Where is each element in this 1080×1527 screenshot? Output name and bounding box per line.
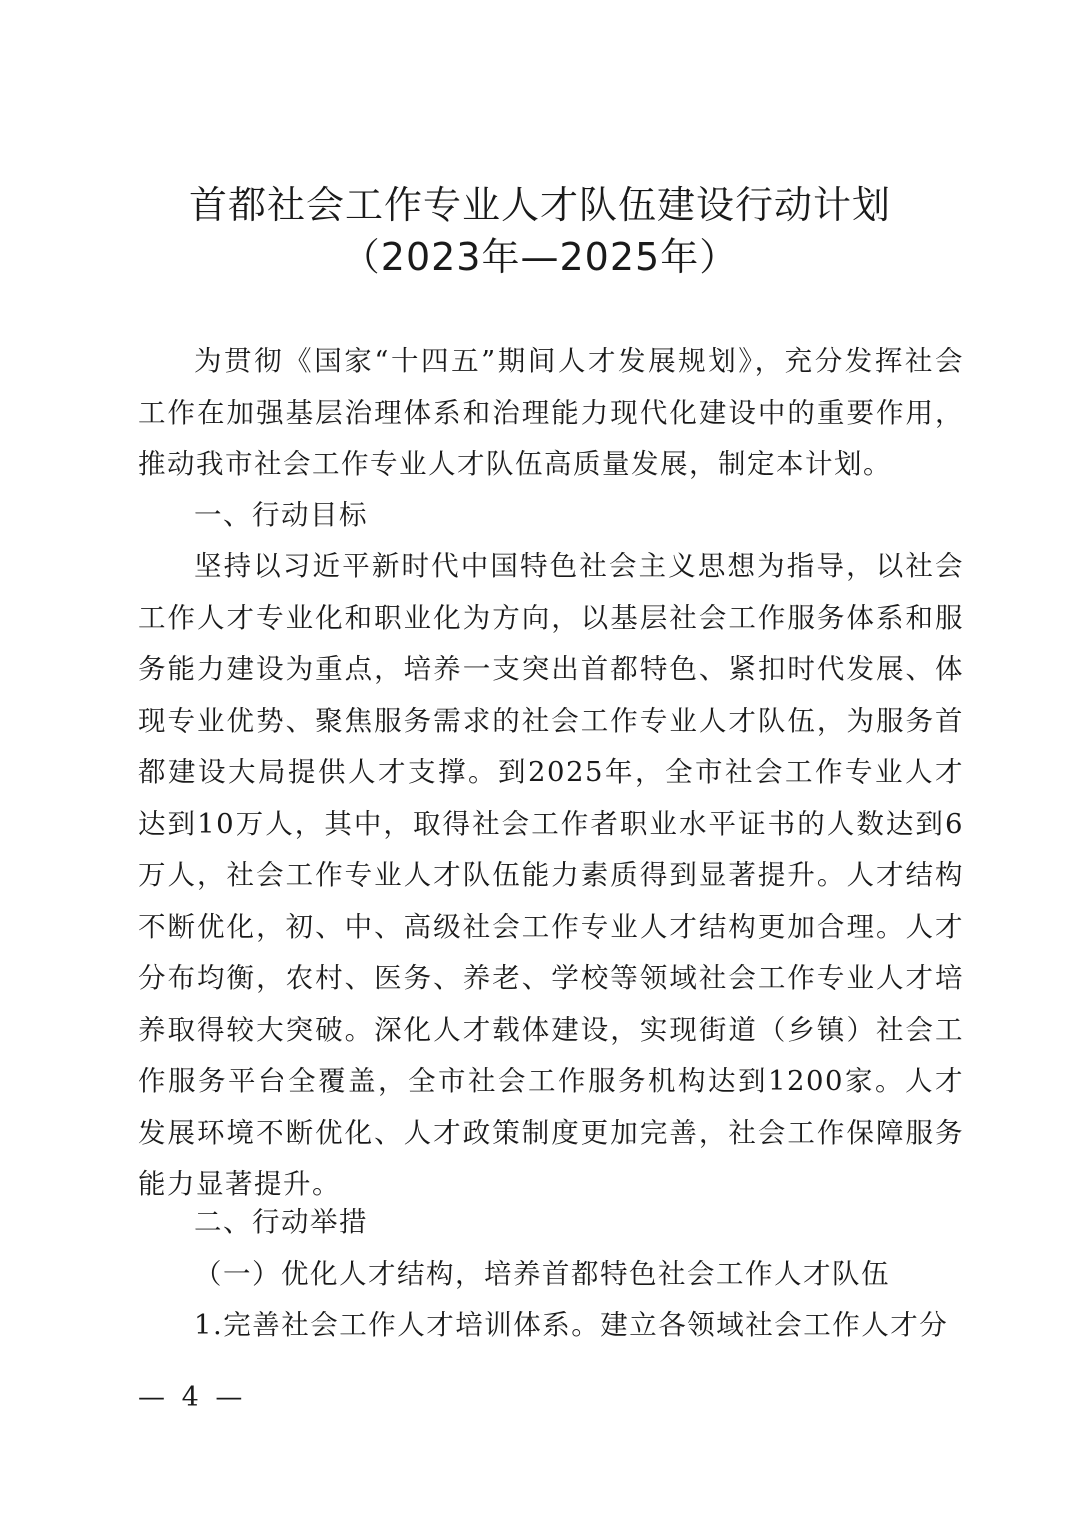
subsection-heading-1: （一）优化人才结构，培养首都特色社会工作人才队伍 bbox=[194, 1258, 890, 1290]
section-heading-goals: 一、行动目标 bbox=[194, 499, 368, 531]
page-number: — 4 — bbox=[138, 1382, 247, 1413]
item-paragraph-1: 1.完善社会工作人才培训体系。建立各领域社会工作人才分 bbox=[194, 1309, 949, 1341]
intro-paragraph: 为贯彻《国家“十四五”期间人才发展规划》，充分发挥社会工作在加强基层治理体系和治理能力现代化建设中的重要作用，推动我市社会工作专业人才队伍高质量发展，制定本计划。 bbox=[138, 345, 964, 480]
document-title: 首都社会工作专业人才队伍建设行动计划 bbox=[188, 183, 891, 227]
section-heading-measures: 二、行动举措 bbox=[194, 1206, 368, 1238]
goals-paragraph: 坚持以习近平新时代中国特色社会主义思想为指导，以社会工作人才专业化和职业化为方向，以基层社会工作服务体系和服务能力建设为重点，培养一支突出首都特色、紧扣时代发展、体现专业优势、聚焦服务需求的社会工作专业人才队伍，为服务首都建设大局提供人才支撑。到2025年，全市社会工作专业人才达到10万人，其中，取得社会工作者职业水平证书的人数达到6万人，社会工作专业人才队伍能力素质得到显著提升。人才结构不断优化，初、中、高级社会工作专业人才结构更加合理。人才分布均衡，农村、医务、养老、学校等领域社会工作专业人才培养取得较大突破。深化人才载体建设，实现街道（乡镇）社会工作服务平台全覆盖，全市社会工作服务机构达到1200家。人才发展环境不断优化、人才政策制度更加完善，社会工作保障服务能力显著提升。 bbox=[138, 550, 964, 1200]
document-subtitle-years: （2023年—2025年） bbox=[341, 235, 739, 279]
